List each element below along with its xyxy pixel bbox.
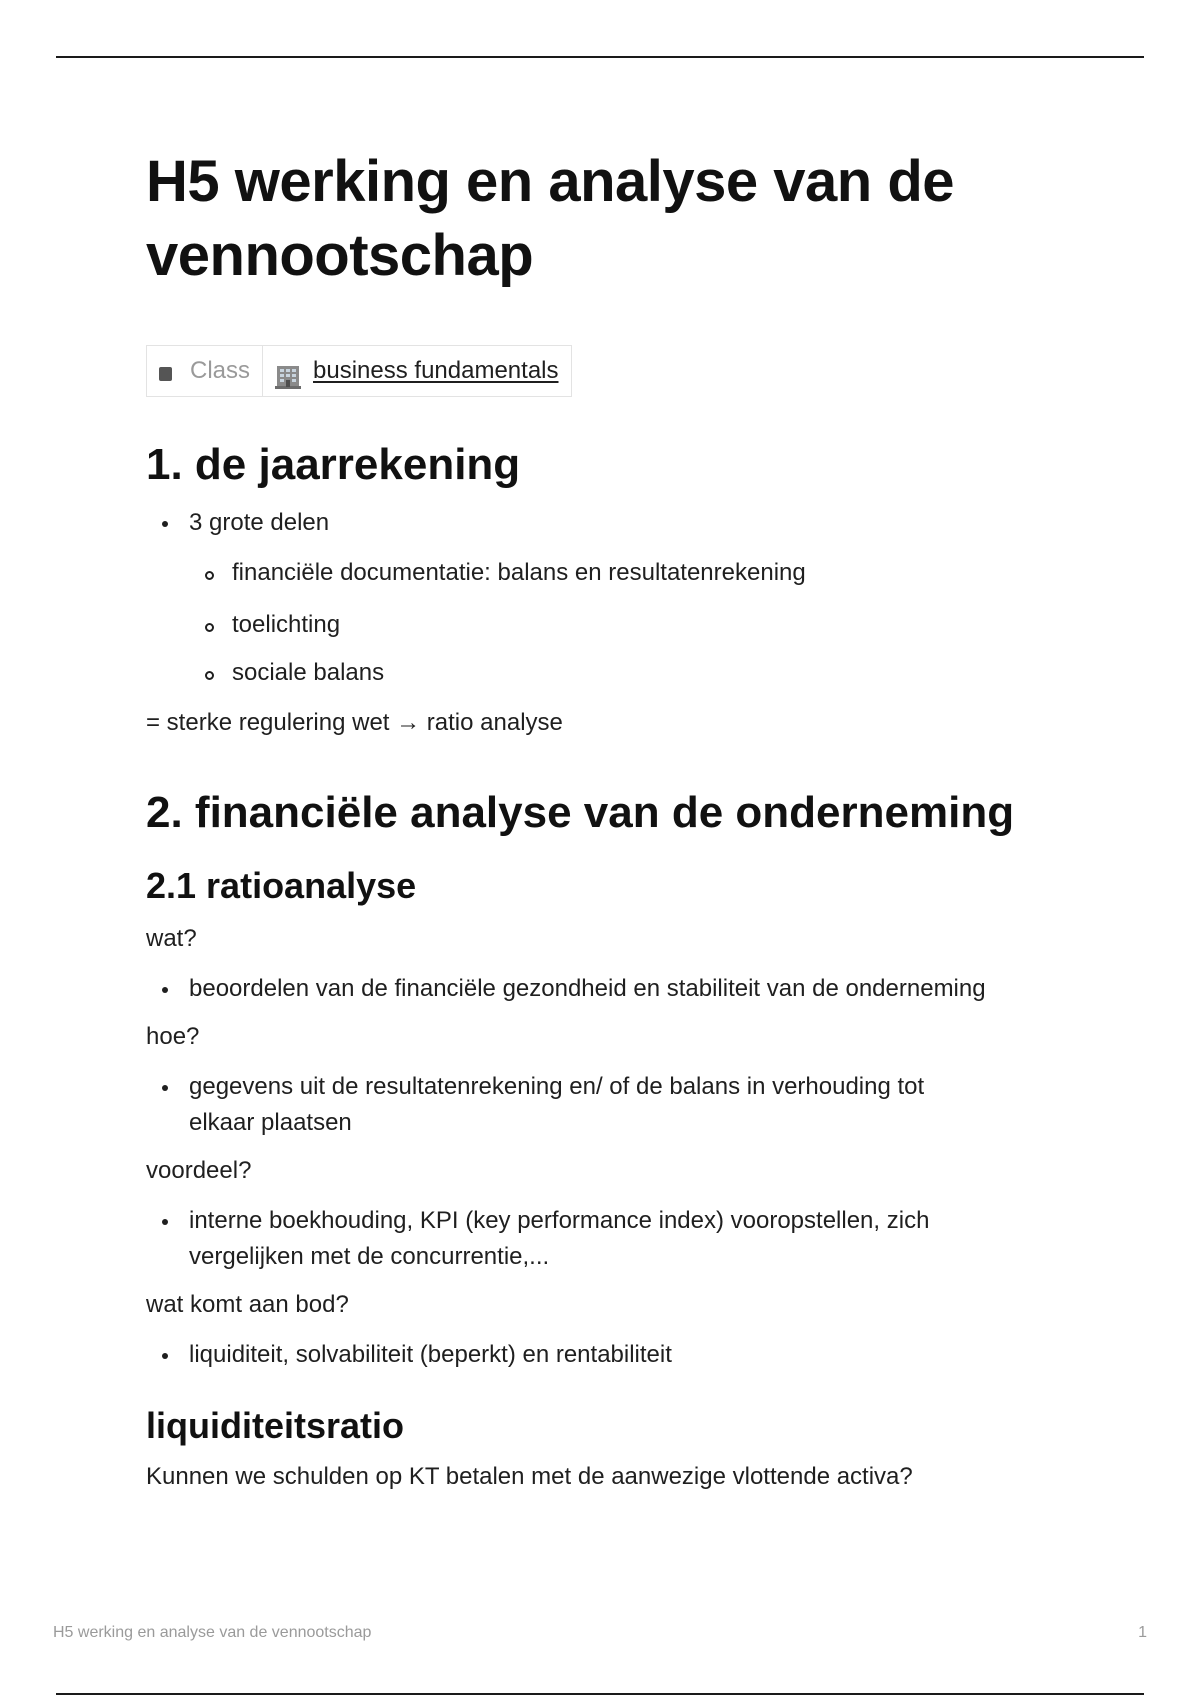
property-key — [147, 346, 262, 396]
answer-list — [146, 1203, 986, 1275]
properties-row — [146, 345, 572, 397]
list-item: interne boekhouding, KPI (key performance index) vooropstellen, zich vergelijken met de concurrentie,... — [146, 1203, 986, 1275]
tag-icon — [159, 367, 172, 381]
answer-list — [146, 1337, 1076, 1373]
footer-title: H5 werking en analyse van de vennootschap — [53, 1624, 372, 1641]
subsection-heading-liquiditeitsratio: liquiditeitsratio — [146, 1405, 405, 1446]
question-voordeel: voordeel? — [146, 1157, 252, 1184]
property-key-label: Class — [190, 357, 251, 384]
list-item: beoordelen van de financiële gezondheid en stabiliteit van de onderneming — [146, 971, 1076, 1007]
building-icon — [275, 363, 301, 389]
section-heading-jaarrekening: 1. de jaarrekening — [146, 440, 521, 489]
jaarrekening-sublist — [146, 555, 1076, 691]
subsection-heading-ratioanalyse: 2.1 ratioanalyse — [146, 865, 417, 906]
top-rule — [56, 56, 1144, 58]
jaarrekening-list — [146, 505, 1076, 541]
regulation-note: = sterke regulering wet → ratio analyse — [146, 709, 563, 736]
list-item: liquiditeit, solvabiliteit (beperkt) en rentabiliteit — [146, 1337, 1076, 1373]
section-heading-financiele-analyse: 2. financiële analyse van de onderneming — [146, 788, 1015, 837]
list-item: sociale balans — [146, 655, 1076, 691]
list-item: financiële documentatie: balans en resultatenrekening — [146, 555, 1076, 591]
bottom-rule — [56, 1693, 1144, 1695]
question-wat: wat? — [146, 925, 197, 952]
page-content — [146, 145, 1076, 1495]
list-item: 3 grote delen — [146, 505, 1076, 541]
page-title: H5 werking en analyse van de vennootschap — [146, 149, 955, 288]
answer-list — [146, 971, 1076, 1007]
list-item: toelichting — [146, 607, 1076, 643]
liquidity-question: Kunnen we schulden op KT betalen met de aanwezige vlottende activa? — [146, 1463, 913, 1490]
question-hoe: hoe? — [146, 1023, 200, 1050]
class-link[interactable]: business fundamentals — [313, 357, 559, 384]
page-number: 1 — [1138, 1624, 1147, 1641]
answer-list — [146, 1069, 966, 1141]
question-wat-komt-aan-bod: wat komt aan bod? — [146, 1291, 349, 1318]
property-value[interactable] — [262, 346, 570, 396]
list-item: gegevens uit de resultatenrekening en/ of de balans in verhouding tot elkaar plaatsen — [146, 1069, 966, 1141]
